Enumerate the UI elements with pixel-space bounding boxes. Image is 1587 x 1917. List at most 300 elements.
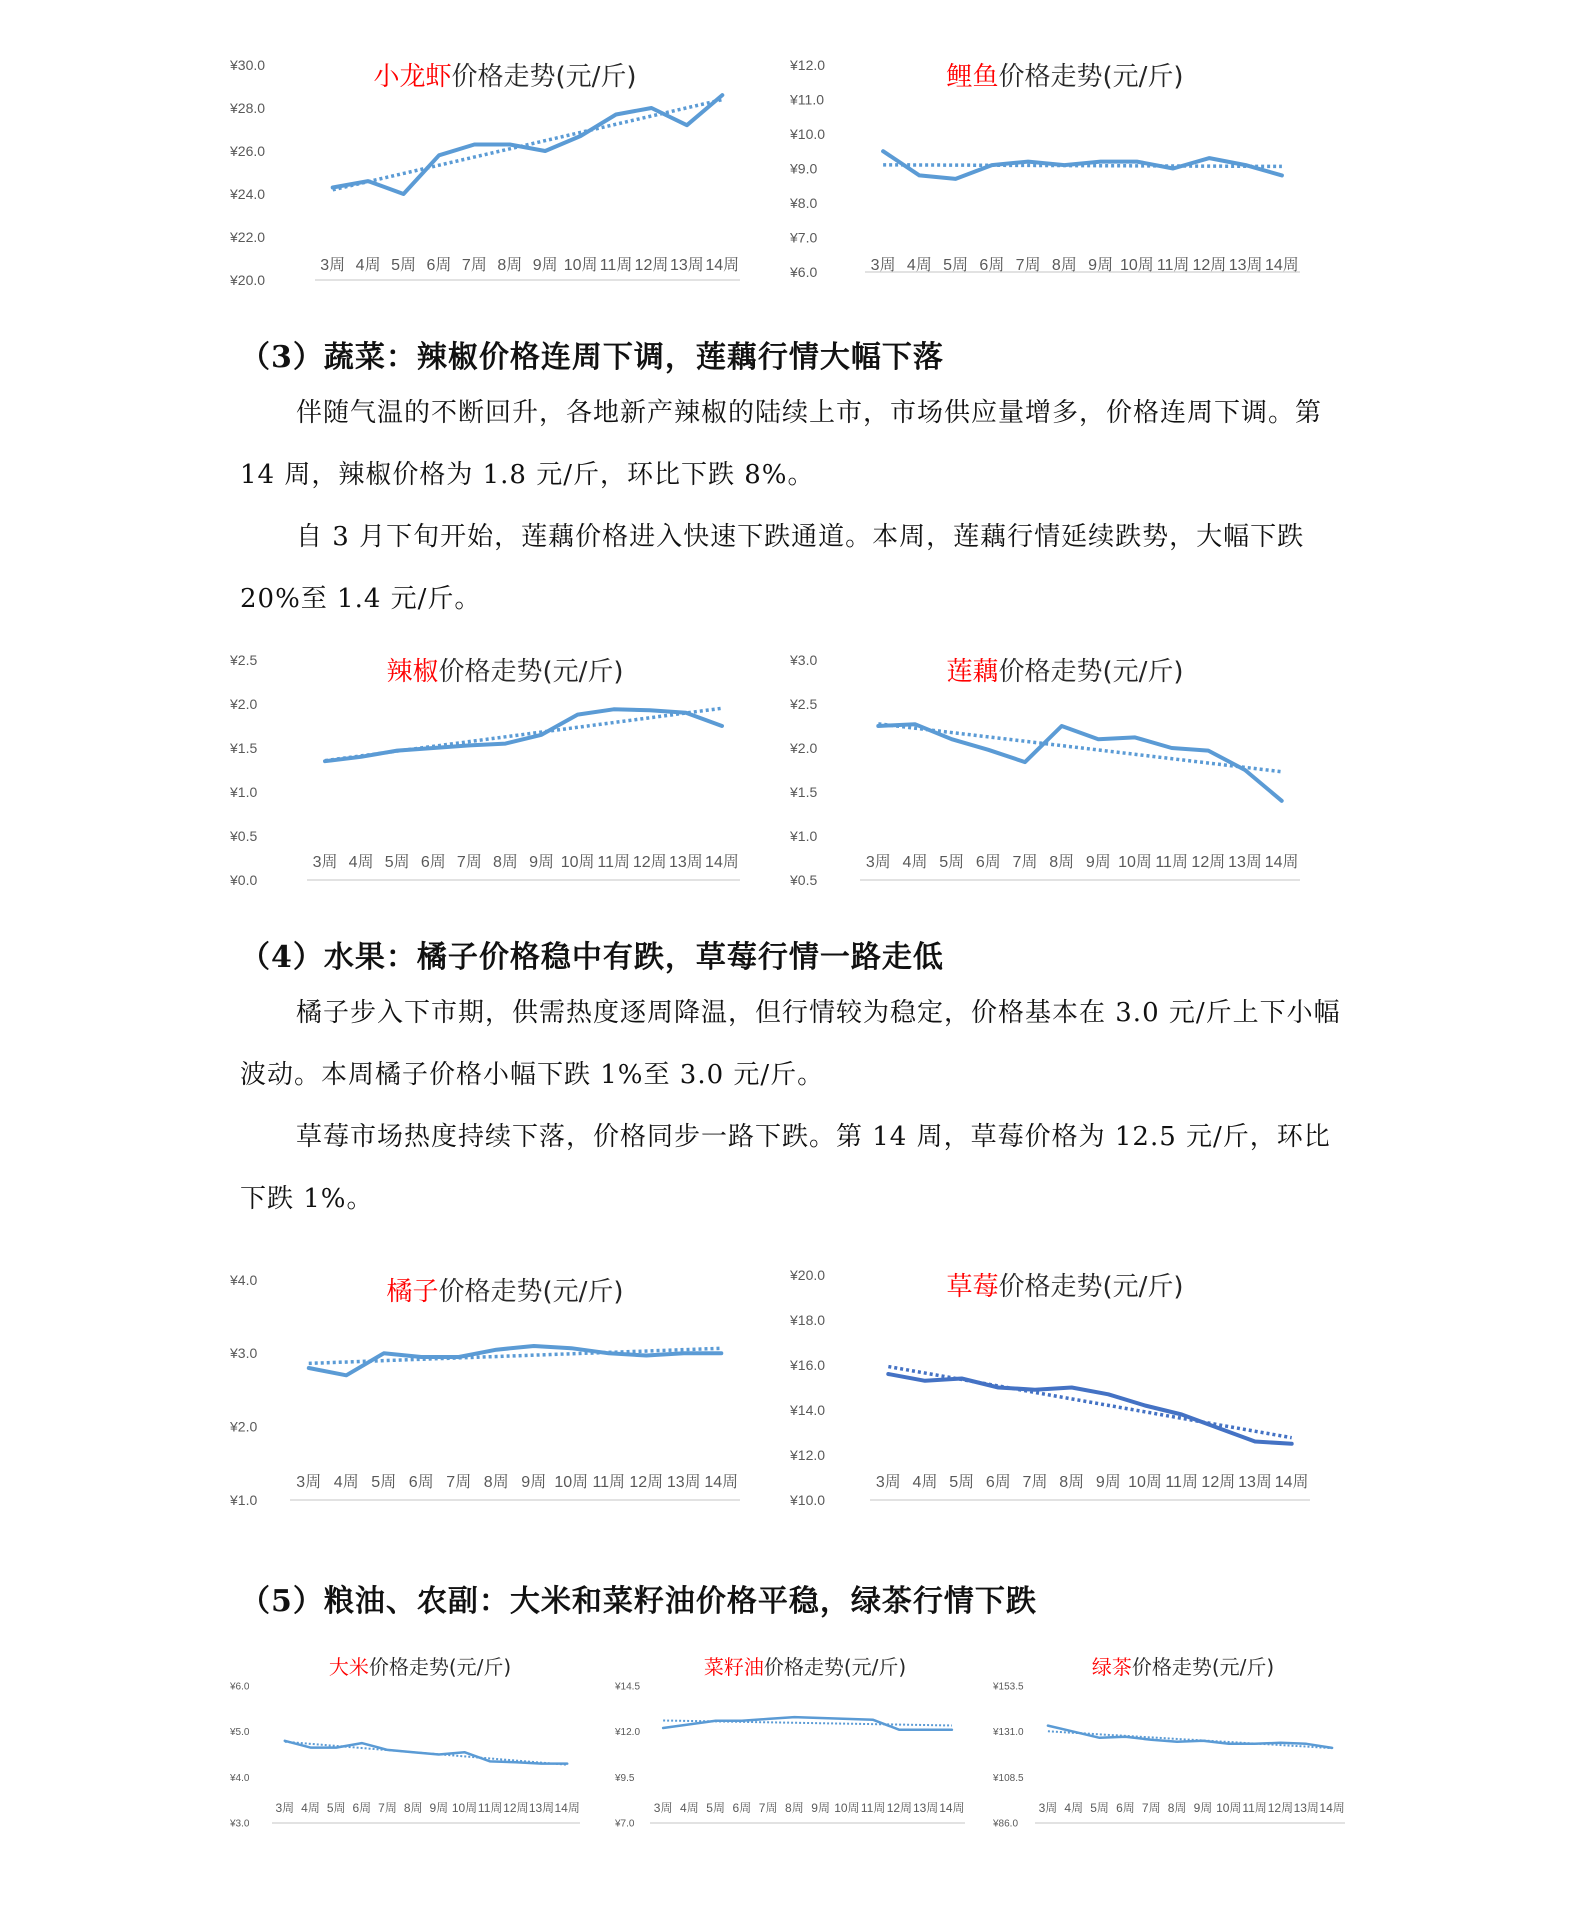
x-tick-label: 12周 [632,854,667,871]
x-tick-label: 14周 [1274,1474,1309,1491]
data-point [954,177,958,181]
y-tick-label: ¥2.0 [790,739,818,756]
y-tick-label: ¥2.0 [230,1418,258,1435]
chart-green-tea [993,1650,1353,1875]
y-tick-label: ¥1.0 [790,827,818,844]
x-tick-label: 4周 [348,854,374,871]
x-tick-label: 14周 [939,1801,965,1815]
chart-title: 菜籽油价格走势(元/斤) [703,1655,907,1679]
data-point [472,143,476,147]
data-point [950,737,954,741]
x-tick-label: 7周 [1022,1474,1048,1491]
data-point [1253,1742,1257,1746]
y-tick-label: ¥3.0 [230,1345,258,1362]
y-tick-label: ¥0.5 [790,871,818,888]
data-point [1244,163,1248,167]
x-tick-label: 10周 [1216,1801,1242,1815]
y-tick-label: ¥3.0 [790,651,818,668]
data-point [1280,173,1284,177]
trendline [888,1367,1291,1438]
y-tick-label: ¥11.0 [790,91,824,108]
x-tick-label: 7周 [1141,1801,1161,1815]
chart-svg [230,1650,590,1875]
data-point [1070,1386,1074,1390]
x-tick-label: 8周 [493,854,518,871]
x-tick-label: 5周 [371,1474,397,1491]
data-point [540,733,544,737]
x-tick-label: 11周 [1156,257,1190,274]
y-tick-label: ¥12.0 [615,1727,641,1739]
data-point [494,1348,498,1352]
data-point [1060,724,1064,728]
x-tick-label: 13周 [1228,854,1262,871]
data-point [309,1746,313,1750]
y-tick-label: ¥4.0 [230,1772,250,1784]
data-point [876,724,880,728]
x-tick-label: 10周 [554,1474,589,1491]
data-point [488,1759,492,1763]
x-tick-label: 12周 [1267,1801,1294,1815]
data-point [950,1728,954,1732]
x-tick-label: 9周 [532,257,558,274]
data-point [463,1750,467,1754]
x-tick-label: 11周 [477,1801,503,1815]
data-point [1175,1740,1179,1744]
y-tick-label: ¥6.0 [790,263,818,280]
y-tick-label: ¥153.5 [993,1681,1024,1693]
data-point [1072,1730,1076,1734]
data-point [360,1741,364,1745]
data-point [331,186,335,190]
x-tick-label: 4周 [1064,1801,1084,1815]
data-point [684,711,688,715]
y-tick-label: ¥9.5 [615,1772,635,1784]
data-point [1304,1742,1308,1746]
price-series-line [878,724,1281,801]
x-tick-label: 10周 [451,1801,478,1815]
x-tick-label: 8周 [497,257,523,274]
section-heading-vegetables: （3）蔬菜：辣椒价格连周下调，莲藕行情大幅下落 [240,340,944,375]
data-point [607,1351,611,1355]
y-tick-label: ¥5.0 [230,1727,250,1739]
trendline [1048,1731,1332,1748]
x-tick-label: 13周 [669,257,704,274]
data-point [1253,1440,1257,1444]
y-tick-label: ¥30.0 [230,56,266,73]
y-tick-label: ¥7.0 [790,229,818,246]
chart-svg [993,1650,1353,1875]
x-tick-label: 6周 [426,257,452,274]
x-tick-label: 10周 [1128,1474,1162,1491]
x-tick-label: 9周 [529,854,554,871]
data-point [612,707,616,711]
x-tick-label: 6周 [732,1801,752,1815]
data-point [1133,735,1137,739]
y-tick-label: ¥86.0 [993,1818,1019,1830]
x-tick-label: 6周 [979,257,1005,274]
chart-svg [790,1265,1320,1540]
chart-chili [230,650,760,910]
y-tick-label: ¥18.0 [790,1311,826,1328]
x-tick-label: 9周 [1088,257,1114,274]
y-tick-label: ¥14.0 [790,1401,826,1418]
y-tick-label: ¥0.0 [230,871,258,888]
y-tick-label: ¥0.5 [230,827,258,844]
x-tick-label: 10周 [1118,854,1152,871]
data-point [740,1719,744,1723]
data-point [685,123,689,127]
x-tick-label: 9周 [1085,854,1111,871]
chart-title: 辣椒价格走势(元/斤) [386,657,624,687]
data-point [1206,749,1210,753]
paragraph-lotus: 自 3 月下旬开始，莲藕价格进入快速下跌通道。本周，莲藕行情延续跌势，大幅下跌 20%至 1.4 元/斤。 [240,522,1305,614]
x-tick-label: 10周 [834,1801,860,1815]
data-point [411,1750,415,1754]
x-tick-label: 5周 [1090,1801,1109,1815]
x-tick-label: 5周 [949,1474,975,1491]
data-point [649,106,653,110]
x-tick-label: 6周 [975,854,1001,871]
y-tick-label: ¥22.0 [230,228,266,245]
data-point [897,1728,901,1732]
data-point [457,1355,461,1359]
y-tick-label: ¥1.5 [790,783,818,800]
chart-carp [790,55,1320,305]
data-point [1135,160,1139,164]
y-tick-label: ¥2.0 [230,695,258,712]
data-point [1180,1413,1184,1417]
x-tick-label: 11周 [1155,854,1188,871]
chart-title: 鲤鱼价格走势(元/斤) [946,62,1184,92]
y-tick-label: ¥3.0 [230,1818,250,1830]
data-point [661,1726,665,1730]
y-tick-label: ¥16.0 [790,1356,826,1373]
x-tick-label: 12周 [503,1801,529,1815]
data-point [1062,163,1066,167]
x-tick-label: 10周 [563,257,598,274]
chart-title: 大米价格走势(元/斤) [328,1655,512,1679]
data-point [886,1372,890,1376]
data-point [792,1715,796,1719]
x-tick-label: 3周 [312,854,338,871]
chart-title: 绿茶价格走势(元/斤) [1091,1655,1275,1679]
section-heading-grain: （5）粮油、农副：大米和菜籽油价格平稳，绿茶行情下跌 [240,1584,1037,1619]
data-point [714,1719,718,1723]
data-point [431,746,435,750]
y-tick-label: ¥131.0 [993,1727,1024,1739]
data-point [503,742,507,746]
y-tick-label: ¥8.0 [790,194,818,211]
x-tick-label: 6周 [420,854,446,871]
data-point [323,759,327,763]
x-tick-label: 11周 [1165,1474,1198,1491]
x-tick-label: 5周 [391,257,416,274]
x-tick-label: 8周 [483,1474,509,1491]
x-tick-label: 7周 [1015,257,1041,274]
data-point [1099,160,1103,164]
x-tick-label: 8周 [1051,257,1077,274]
data-point [996,1386,1000,1390]
data-point [386,1748,390,1752]
y-tick-label: ¥1.0 [230,783,258,800]
x-tick-label: 9周 [1095,1474,1121,1491]
chart-title: 莲藕价格走势(元/斤) [946,657,1184,687]
y-tick-label: ¥7.0 [615,1818,635,1830]
x-tick-label: 12周 [1201,1474,1236,1491]
x-tick-label: 10周 [560,854,595,871]
data-point [395,749,399,753]
data-point [1123,1735,1127,1739]
x-tick-label: 7周 [456,854,482,871]
data-point [1280,799,1284,803]
x-tick-label: 14周 [1319,1801,1345,1815]
data-point [648,708,652,712]
x-tick-label: 13周 [1293,1801,1319,1815]
data-point [644,1354,648,1358]
chart-svg [230,55,760,305]
x-tick-label: 13周 [668,854,703,871]
data-point [508,143,512,147]
x-tick-label: 5周 [384,854,410,871]
x-tick-label: 14周 [705,854,739,871]
x-tick-label: 8周 [1059,1474,1085,1491]
data-point [1098,1736,1102,1740]
x-tick-label: 12周 [1192,257,1227,274]
x-tick-label: 3周 [875,1474,901,1491]
x-tick-label: 5周 [943,257,969,274]
x-tick-label: 8周 [1049,854,1075,871]
data-point [871,1718,875,1722]
x-tick-label: 8周 [1167,1801,1187,1815]
data-point [402,192,406,196]
data-point [614,112,618,116]
y-tick-label: ¥12.0 [790,1446,826,1463]
chart-strawberry [790,1265,1320,1540]
x-tick-label: 10周 [1119,257,1154,274]
x-tick-label: 6周 [985,1474,1011,1491]
y-tick-label: ¥10.0 [790,125,826,142]
data-point [543,149,547,153]
data-point [366,179,370,183]
x-tick-label: 3周 [870,257,896,274]
x-tick-label: 14周 [704,1474,739,1491]
x-tick-label: 4周 [902,854,928,871]
data-point [334,1746,338,1750]
x-tick-label: 14周 [554,1801,580,1815]
data-point [540,1762,544,1766]
x-tick-label: 3周 [275,1801,295,1815]
x-tick-label: 5周 [326,1801,346,1815]
y-tick-label: ¥26.0 [230,142,266,159]
price-series-line [285,1741,567,1764]
data-point [359,755,363,759]
x-tick-label: 13周 [528,1801,555,1815]
data-point [283,1739,287,1743]
x-tick-label: 11周 [599,257,633,274]
chart-title: 小龙虾价格走势(元/斤) [373,62,637,92]
data-point [1096,737,1100,741]
data-point [1227,1742,1231,1746]
chart-svg [790,55,1320,305]
data-point [913,722,917,726]
data-point [307,1366,311,1370]
chart-svg [230,1270,760,1540]
data-point [514,1760,518,1764]
data-point [720,724,724,728]
x-tick-label: 12周 [634,257,669,274]
data-point [576,713,580,717]
data-point [990,163,994,167]
data-point [1170,746,1174,750]
data-point [565,1762,569,1766]
price-series-line [1048,1726,1332,1748]
x-tick-label: 14周 [1264,257,1299,274]
data-point [719,1351,723,1355]
y-tick-label: ¥4.0 [230,1271,258,1288]
x-tick-label: 8周 [403,1801,423,1815]
chart-tangerine [230,1270,760,1540]
data-point [437,1753,441,1757]
y-tick-label: ¥2.5 [790,695,818,712]
x-tick-label: 14周 [705,257,740,274]
x-tick-label: 5周 [939,854,965,871]
data-point [1033,1388,1037,1392]
y-tick-label: ¥20.0 [230,271,266,288]
x-tick-label: 4周 [680,1801,699,1815]
x-tick-label: 7周 [1012,854,1038,871]
x-tick-label: 11周 [597,854,631,871]
data-point [1278,1741,1282,1745]
data-point [1201,1739,1205,1743]
x-tick-label: 13周 [1238,1474,1272,1491]
x-tick-label: 13周 [1228,257,1263,274]
y-tick-label: ¥12.0 [790,56,826,73]
x-tick-label: 4周 [333,1474,359,1491]
x-tick-label: 9周 [811,1801,830,1815]
data-point [569,1346,573,1350]
data-point [1171,167,1175,171]
data-point [687,1722,691,1726]
chart-lotus [790,650,1320,910]
price-series-line [888,1374,1291,1444]
data-point [1149,1738,1153,1742]
data-point [923,1379,927,1383]
chart-rapeseed-oil [615,1650,975,1875]
y-tick-label: ¥1.5 [230,739,258,756]
x-tick-label: 5周 [706,1801,725,1815]
y-tick-label: ¥24.0 [230,185,266,202]
x-tick-label: 9周 [1193,1801,1213,1815]
data-point [766,1717,770,1721]
data-point [682,1351,686,1355]
x-tick-label: 11周 [592,1474,626,1491]
x-tick-label: 13周 [912,1801,939,1815]
section-heading-fruits: （4）水果：橘子价格稳中有跌，草莓行情一路走低 [240,940,944,975]
x-tick-label: 12周 [1191,854,1226,871]
data-point [960,1377,964,1381]
data-point [1330,1746,1334,1750]
data-point [437,153,441,157]
data-point [467,743,471,747]
data-point [917,173,921,177]
data-point [579,134,583,138]
data-point [532,1344,536,1348]
data-point [986,748,990,752]
x-tick-label: 7周 [461,257,487,274]
x-tick-label: 12周 [629,1474,664,1491]
data-point [344,1373,348,1377]
data-point [845,1717,849,1721]
chart-title: 草莓价格走势(元/斤) [946,1272,1184,1302]
y-tick-label: ¥9.0 [790,160,818,177]
y-tick-label: ¥108.5 [993,1772,1024,1784]
x-tick-label: 6周 [1116,1801,1135,1815]
x-tick-label: 3周 [1038,1801,1058,1815]
y-tick-label: ¥6.0 [230,1681,250,1693]
y-tick-label: ¥28.0 [230,99,266,116]
x-tick-label: 4周 [301,1801,320,1815]
data-point [881,149,885,153]
x-tick-label: 7周 [758,1801,778,1815]
chart-svg [230,650,760,910]
x-tick-label: 7周 [378,1801,397,1815]
x-tick-label: 11周 [1242,1801,1267,1815]
x-tick-label: 9周 [521,1474,547,1491]
y-tick-label: ¥2.5 [230,651,258,668]
data-point [1290,1442,1294,1446]
chart-svg [615,1650,975,1875]
x-tick-label: 11周 [860,1801,886,1815]
paragraph-tangerine: 橘子步入下市期，供需热度逐周降温，但行情较为稳定，价格基本在 3.0 元/斤上下小幅波动。本周橘子价格小幅下跌 1%至 3.0 元/斤。 [240,998,1341,1090]
x-tick-label: 7周 [446,1474,472,1491]
x-tick-label: 4周 [355,257,381,274]
data-point [1216,1426,1220,1430]
data-point [1207,156,1211,160]
x-tick-label: 6周 [352,1801,372,1815]
x-tick-label: 3周 [296,1474,322,1491]
data-point [720,93,724,97]
data-point [819,1716,823,1720]
x-tick-label: 3周 [865,854,891,871]
x-tick-label: 13周 [666,1474,701,1491]
x-tick-label: 8周 [785,1801,804,1815]
paragraph-chili: 伴随气温的不断回升，各地新产辣椒的陆续上市，市场供应量增多，价格连周下调。第 14 周，辣椒价格为 1.8 元/斤，环比下跌 8%。 [240,398,1323,490]
x-tick-label: 3周 [653,1801,673,1815]
x-tick-label: 9周 [429,1801,449,1815]
y-tick-label: ¥10.0 [790,1491,826,1508]
chart-crayfish [230,55,760,305]
x-tick-label: 6周 [408,1474,434,1491]
data-point [1046,1724,1050,1728]
chart-svg [790,650,1320,910]
data-point [1023,760,1027,764]
x-tick-label: 3周 [320,257,346,274]
y-tick-label: ¥20.0 [790,1266,826,1283]
data-point [1106,1392,1110,1396]
data-point [419,1355,423,1359]
data-point [1026,160,1030,164]
x-tick-label: 4周 [912,1474,938,1491]
data-point [924,1728,928,1732]
data-point [1243,768,1247,772]
chart-rice [230,1650,590,1875]
chart-title: 橘子价格走势(元/斤) [386,1277,624,1307]
y-tick-label: ¥1.0 [230,1491,258,1508]
x-tick-label: 4周 [906,257,932,274]
data-point [382,1351,386,1355]
x-tick-label: 14周 [1264,854,1299,871]
x-tick-label: 12周 [886,1801,913,1815]
